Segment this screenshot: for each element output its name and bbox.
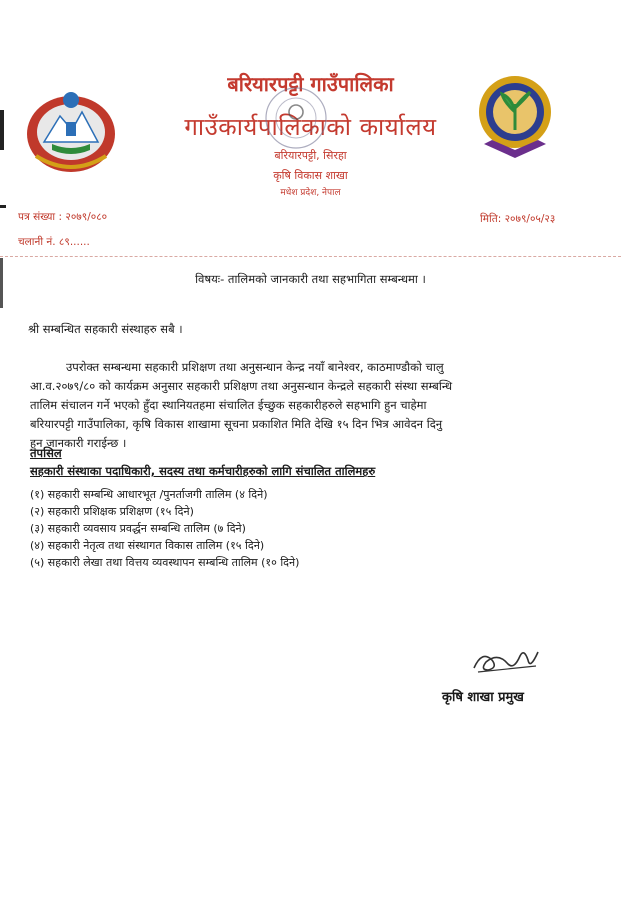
body-line: बरियारपट्टी गाउँपालिका, कृषि विकास शाखामा सूचना प्रकाशित मिति देखि १५ दिन भित्र आवेदन दिनु: [30, 417, 443, 431]
municipality-name: बरियारपट्टी गाउँपालिका: [227, 72, 394, 96]
salutation: श्री सम्बन्धित सहकारी संस्थाहरु सबै ।: [28, 322, 183, 336]
list-item: (५) सहकारी लेखा तथा वित्तय व्यवस्थापन सम्बन्धि तालिम (१० दिने): [30, 556, 300, 569]
body-paragraph: [30, 358, 590, 453]
margin-mark: [0, 205, 6, 208]
body-line: आ.व.२०७९/८० को कार्यक्रम अनुसार सहकारी प्रशिक्षण तथा अनुसन्धान केन्द्रले सहकारी संस्था सम्बन्धि: [30, 379, 453, 393]
handwritten-signature: [468, 640, 548, 680]
body-line: तालिम संचालन गर्ने भएको हुँदा स्थानियतहमा संचालित ईच्छुक सहकारीहरुले सहभागि हुन चाहेमा: [30, 398, 427, 412]
letter-number: पत्र संख्या : २०७९/०८०: [18, 211, 108, 223]
office-name: गाउँकार्यपालिकाको कार्यालय: [184, 113, 437, 141]
letter-date: मिति: २०७९/०५/२३: [480, 213, 556, 225]
section-heading: तपसिल: [30, 446, 62, 460]
training-list: [30, 486, 590, 571]
dispatch-number: चलानी नं. ८९......: [18, 236, 90, 248]
signatory-title: कृषि शाखा प्रमुख: [442, 690, 524, 705]
header-divider: [0, 256, 621, 257]
office-stamp: [262, 84, 330, 152]
branch-name: कृषि विकास शाखा: [273, 169, 348, 182]
province-name: मधेश प्रदेश, नेपाल: [280, 188, 341, 198]
list-item: (२) सहकारी प्रशिक्षक प्रशिक्षण (१५ दिने): [30, 505, 194, 518]
list-item: (४) सहकारी नेतृत्व तथा संस्थागत विकास तालिम (१५ दिने): [30, 539, 265, 552]
section-subheading: सहकारी संस्थाका पदाधिकारी, सदस्य तथा कर्मचारीहरुको लागि संचालित तालिमहरु: [30, 464, 376, 478]
office-address: बरियारपट्टी, सिरहा: [274, 149, 347, 162]
body-line: उपरोक्त सम्बन्धमा सहकारी प्रशिक्षण तथा अनुसन्धान केन्द्र नयाँ बानेश्वर, काठमाण्डौको चालु: [66, 360, 444, 374]
subject-line: विषयः- तालिमको जानकारी तथा सहभागिता सम्बन्धमा ।: [195, 272, 426, 286]
list-item: (३) सहकारी व्यवसाय प्रवर्द्धन सम्बन्धि तालिम (७ दिने): [30, 522, 246, 535]
body-line: हुन जानकारी गराईन्छ ।: [30, 436, 127, 450]
list-item: (१) सहकारी सम्बन्धि आधारभूत /पुनर्ताजगी तालिम (४ दिने): [30, 488, 268, 501]
